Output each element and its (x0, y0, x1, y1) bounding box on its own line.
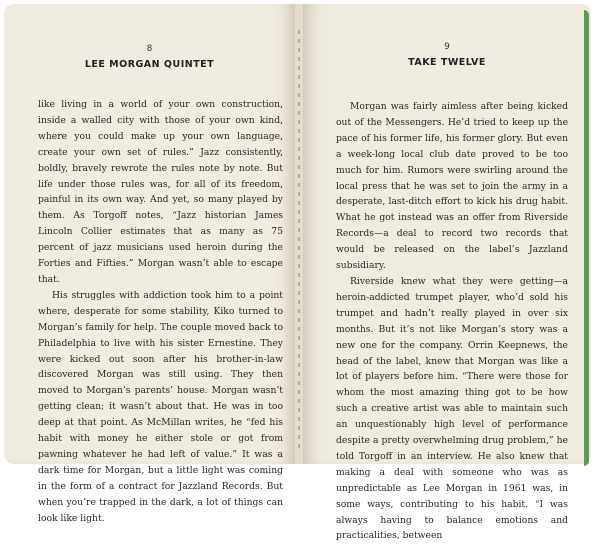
paragraph: Riverside knew what they were getting—a heroin-addicted trumpet player, who’d sold his trumpet and hadn’t really played in over six months. But it’s not like Morgan’s story was a new one for the company. Orrin Keepnews, the head of the label, knew that Morgan was like a lot of players before him. “There were those for whom the most amazing thing got to be how such a creative artist was able to maintain such an unquestionably high level of performance despite a pretty overwhelming drug problem,” he told Torgoff in an interview. He also knew that making a deal with someone who was as unpredictable as Lee Morgan in 1961 was, in some ways, contributing to his habit. “I was always having to balance emotions and practicalities, between (336, 275, 568, 542)
body-text-right (336, 99, 568, 544)
paragraph: Morgan was fairly aimless after being kicked out of the Messengers. He’d tried to keep up the pace of his former life, his former glory. But even a week-long local club date proved to be too much for him. Rumors were swirling around the local press that he was set to join the army in a desperate, last-ditch effort to kick his drug habit. What he got instead was an offer from Riverside Records—a deal to record two records that would be released on the label’s Jazzland subsidiary. (336, 101, 568, 272)
right-page (303, 4, 591, 542)
binding-stitch (298, 30, 300, 450)
running-head-left: LEE MORGAN QUINTET (84, 59, 215, 70)
paragraph: His struggles with addiction took him to a point where, desperate for some stability, Kiko turned to Morgan’s family for help. The couple moved back to Philadelphia to live with his sister Ernestine. They were kicked out soon after his brother-in-law discovered Morgan was still using. They then moved to Morgan’s parents’ house. Morgan wasn’t getting clean; it wasn’t about that. He was in too deep at that point. As McMillan writes, he “fed his habit with money he either stole or got from pawning whatever he had left of value.” It was a dark time for Morgan, but a little light was coming in the form of a contract for Jazzland Records. But when you’re trapped in the dark, a lot of things can look like light. (38, 289, 283, 524)
left-page (4, 4, 295, 524)
page-number-left: 8 (146, 44, 153, 54)
body-text-left (38, 97, 283, 526)
cover-edge (584, 10, 589, 466)
paragraph: like living in a world of your own construction, inside a walled city with those of your own kind, where you could make up your own language, create your own set of rules.” Jazz consistently, boldly, bravely rewrote the rules note by note. But life under those rules was, for all of its freedom, painful in its own way. And yet, so many played by them. As Torgoff notes, “Jazz historian James Lincoln Collier estimates that as many as 75 percent of jazz musicians used heroin during the Forties and Fifties.” Morgan wasn’t able to escape that. (38, 99, 283, 285)
page-number-right: 9 (444, 42, 450, 52)
running-head-right: TAKE TWELVE (408, 57, 486, 68)
